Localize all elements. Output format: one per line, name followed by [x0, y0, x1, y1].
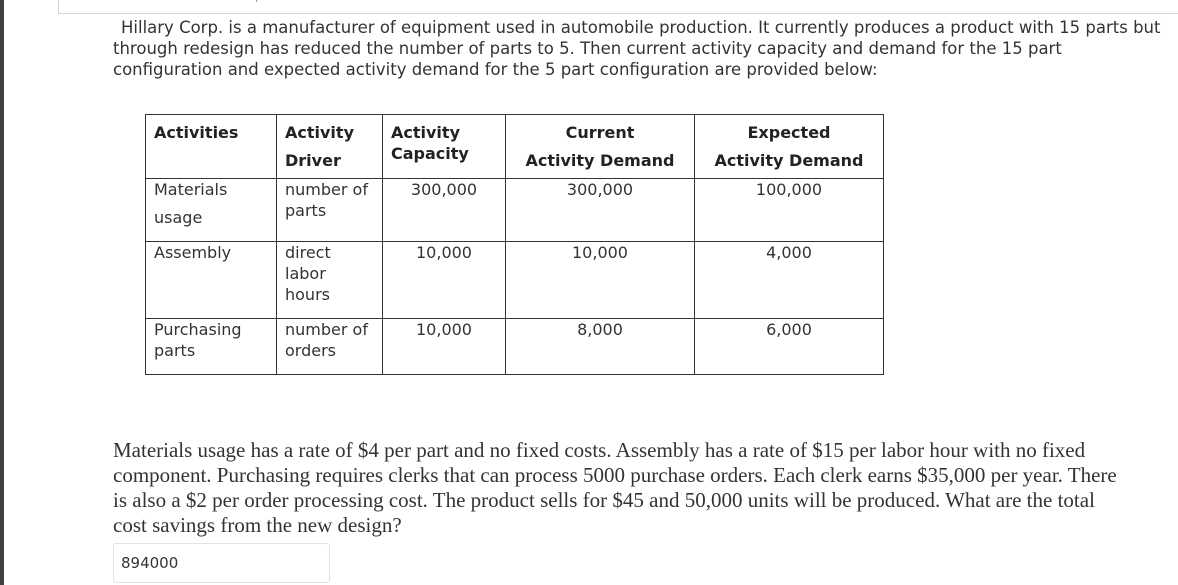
cell-text: parts	[285, 201, 327, 220]
activity-cell	[146, 242, 277, 319]
cell-text: Materials	[154, 180, 228, 199]
window-left-edge	[0, 0, 4, 585]
header-label: Expected	[747, 123, 831, 142]
header-activity-driver	[277, 115, 383, 179]
header-label: Capacity	[391, 144, 469, 163]
capacity-cell: 300,000	[383, 179, 506, 242]
current-demand-cell: 300,000	[506, 179, 695, 242]
question-text	[113, 438, 1163, 538]
header-label: Current	[565, 123, 635, 142]
expected-demand-cell: 4,000	[695, 242, 884, 319]
intro-line: configuration and expected activity demand for the 5 part configuration are provided below:	[113, 60, 878, 79]
expected-demand-cell: 6,000	[695, 319, 884, 375]
current-demand-cell: 10,000	[506, 242, 695, 319]
header-expected-demand	[695, 115, 884, 179]
table-header-row	[146, 115, 884, 179]
previous-content-frame	[58, 0, 1178, 14]
capacity-cell: 10,000	[383, 242, 506, 319]
activity-cell	[146, 319, 277, 375]
driver-cell	[277, 242, 383, 319]
question-line: is also a $2 per order processing cost. The product sells for $45 and 50,000 units will be produced. What are the total	[113, 488, 1095, 512]
header-label: Activity	[391, 123, 460, 142]
cell-text: number of	[285, 320, 368, 339]
table-row	[146, 319, 884, 375]
current-demand-cell: 8,000	[506, 319, 695, 375]
table-row	[146, 179, 884, 242]
cell-text: Assembly	[154, 243, 232, 262]
header-label: Activity	[285, 123, 354, 142]
cell-text: hours	[285, 285, 330, 304]
cell-text: number of	[285, 180, 368, 199]
header-label: Activity Demand	[714, 151, 864, 170]
cell-text: orders	[285, 341, 336, 360]
header-label: Activity Demand	[525, 151, 675, 170]
cell-text: usage	[154, 208, 203, 227]
cell-text: Purchasing	[154, 320, 242, 339]
header-label: Activities	[154, 123, 239, 142]
frame-tick	[256, 0, 257, 2]
question-line: Materials usage has a rate of $4 per part and no fixed costs. Assembly has a rate of $15 per labor hour with no fixed	[113, 438, 1086, 462]
intro-line: Hillary Corp. is a manufacturer of equipment used in automobile production. It currently produces a product with 15 parts but	[121, 18, 1161, 37]
question-line: cost savings from the new design?	[113, 513, 402, 537]
cell-text: labor	[285, 264, 326, 283]
cell-text: parts	[154, 341, 196, 360]
driver-cell	[277, 179, 383, 242]
header-activity-capacity	[383, 115, 506, 179]
expected-demand-cell: 100,000	[695, 179, 884, 242]
activity-table	[145, 114, 884, 375]
capacity-cell: 10,000	[383, 319, 506, 375]
driver-cell	[277, 319, 383, 375]
answer-input[interactable]: 894000	[113, 543, 330, 583]
activity-cell	[146, 179, 277, 242]
problem-intro	[113, 17, 1163, 80]
header-label: Driver	[285, 151, 341, 170]
question-line: component. Purchasing requires clerks that can process 5000 purchase orders. Each clerk earns $35,000 per year. There	[113, 463, 1117, 487]
header-activities	[146, 115, 277, 179]
intro-line: through redesign has reduced the number of parts to 5. Then current activity capacity and demand for the 15 part	[113, 39, 1062, 58]
cell-text: direct	[285, 243, 331, 262]
header-current-demand	[506, 115, 695, 179]
table-row	[146, 242, 884, 319]
